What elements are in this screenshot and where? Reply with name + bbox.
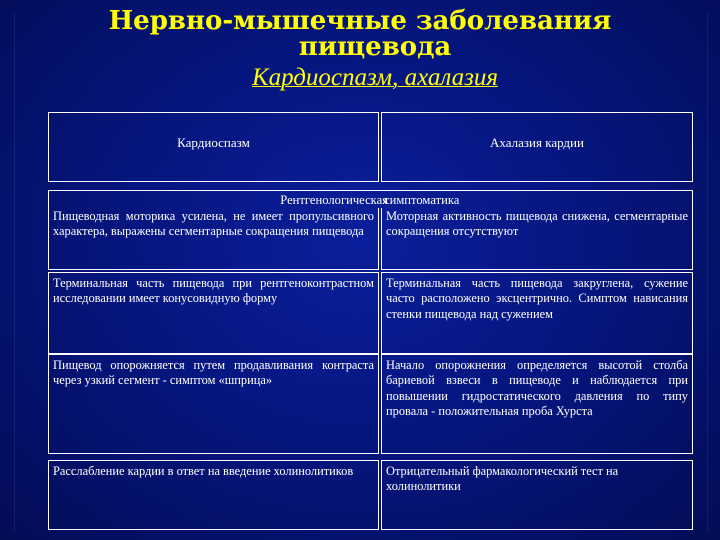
header-achalasia: Ахалазия кардии [381,112,693,182]
slide-title [0,8,720,60]
row-2-left: Терминальная часть пищевода при рентгеноконтрастном исследовании имеет конусовидную форму [48,272,379,354]
row-1-left: Пищеводная моторика усилена, не имеет пропульсивного характера, выражены сегментарные сокращения пищевода [48,208,379,270]
title-line-1: Нервно-мышечные заболевания [108,6,612,36]
table-row [48,354,693,454]
row-3-right: Начало опорожнения определяется высотой столба бариевой взвеси в пищеводе и наблюдается при повышении гидростатического давления по типу провала - положительная проба Хурста [381,354,693,454]
table-row [48,208,693,270]
header-cardiospasm: Кардиоспазм [48,112,379,182]
table-row [48,460,693,530]
title-line-2: пищевода [298,32,452,62]
section-heading-right: симптоматика [384,193,460,207]
table-header-row [48,112,693,182]
section-heading-row [48,190,693,208]
row-2-right: Терминальная часть пищевода закруглена, сужение часто расположено эксцентрично. Симптом нависания стенки пищевода над сужением [381,272,693,354]
row-1-right: Моторная активность пищевода снижена, сегментарные сокращения отсутствуют [381,208,693,270]
row-4-right: Отрицательный фармакологический тест на холинолитики [381,460,693,530]
row-3-left: Пищевод опорожняется путем продавливания контраста через узкий сегмент - симптом «шприца» [48,354,379,454]
slide-subtitle: Кардиоспазм, ахалазия [252,64,498,91]
table-row [48,272,693,354]
row-4-left: Расслабление кардии в ответ на введение холинолитиков [48,460,379,530]
section-heading-left: Рентгенологическая [280,193,388,207]
